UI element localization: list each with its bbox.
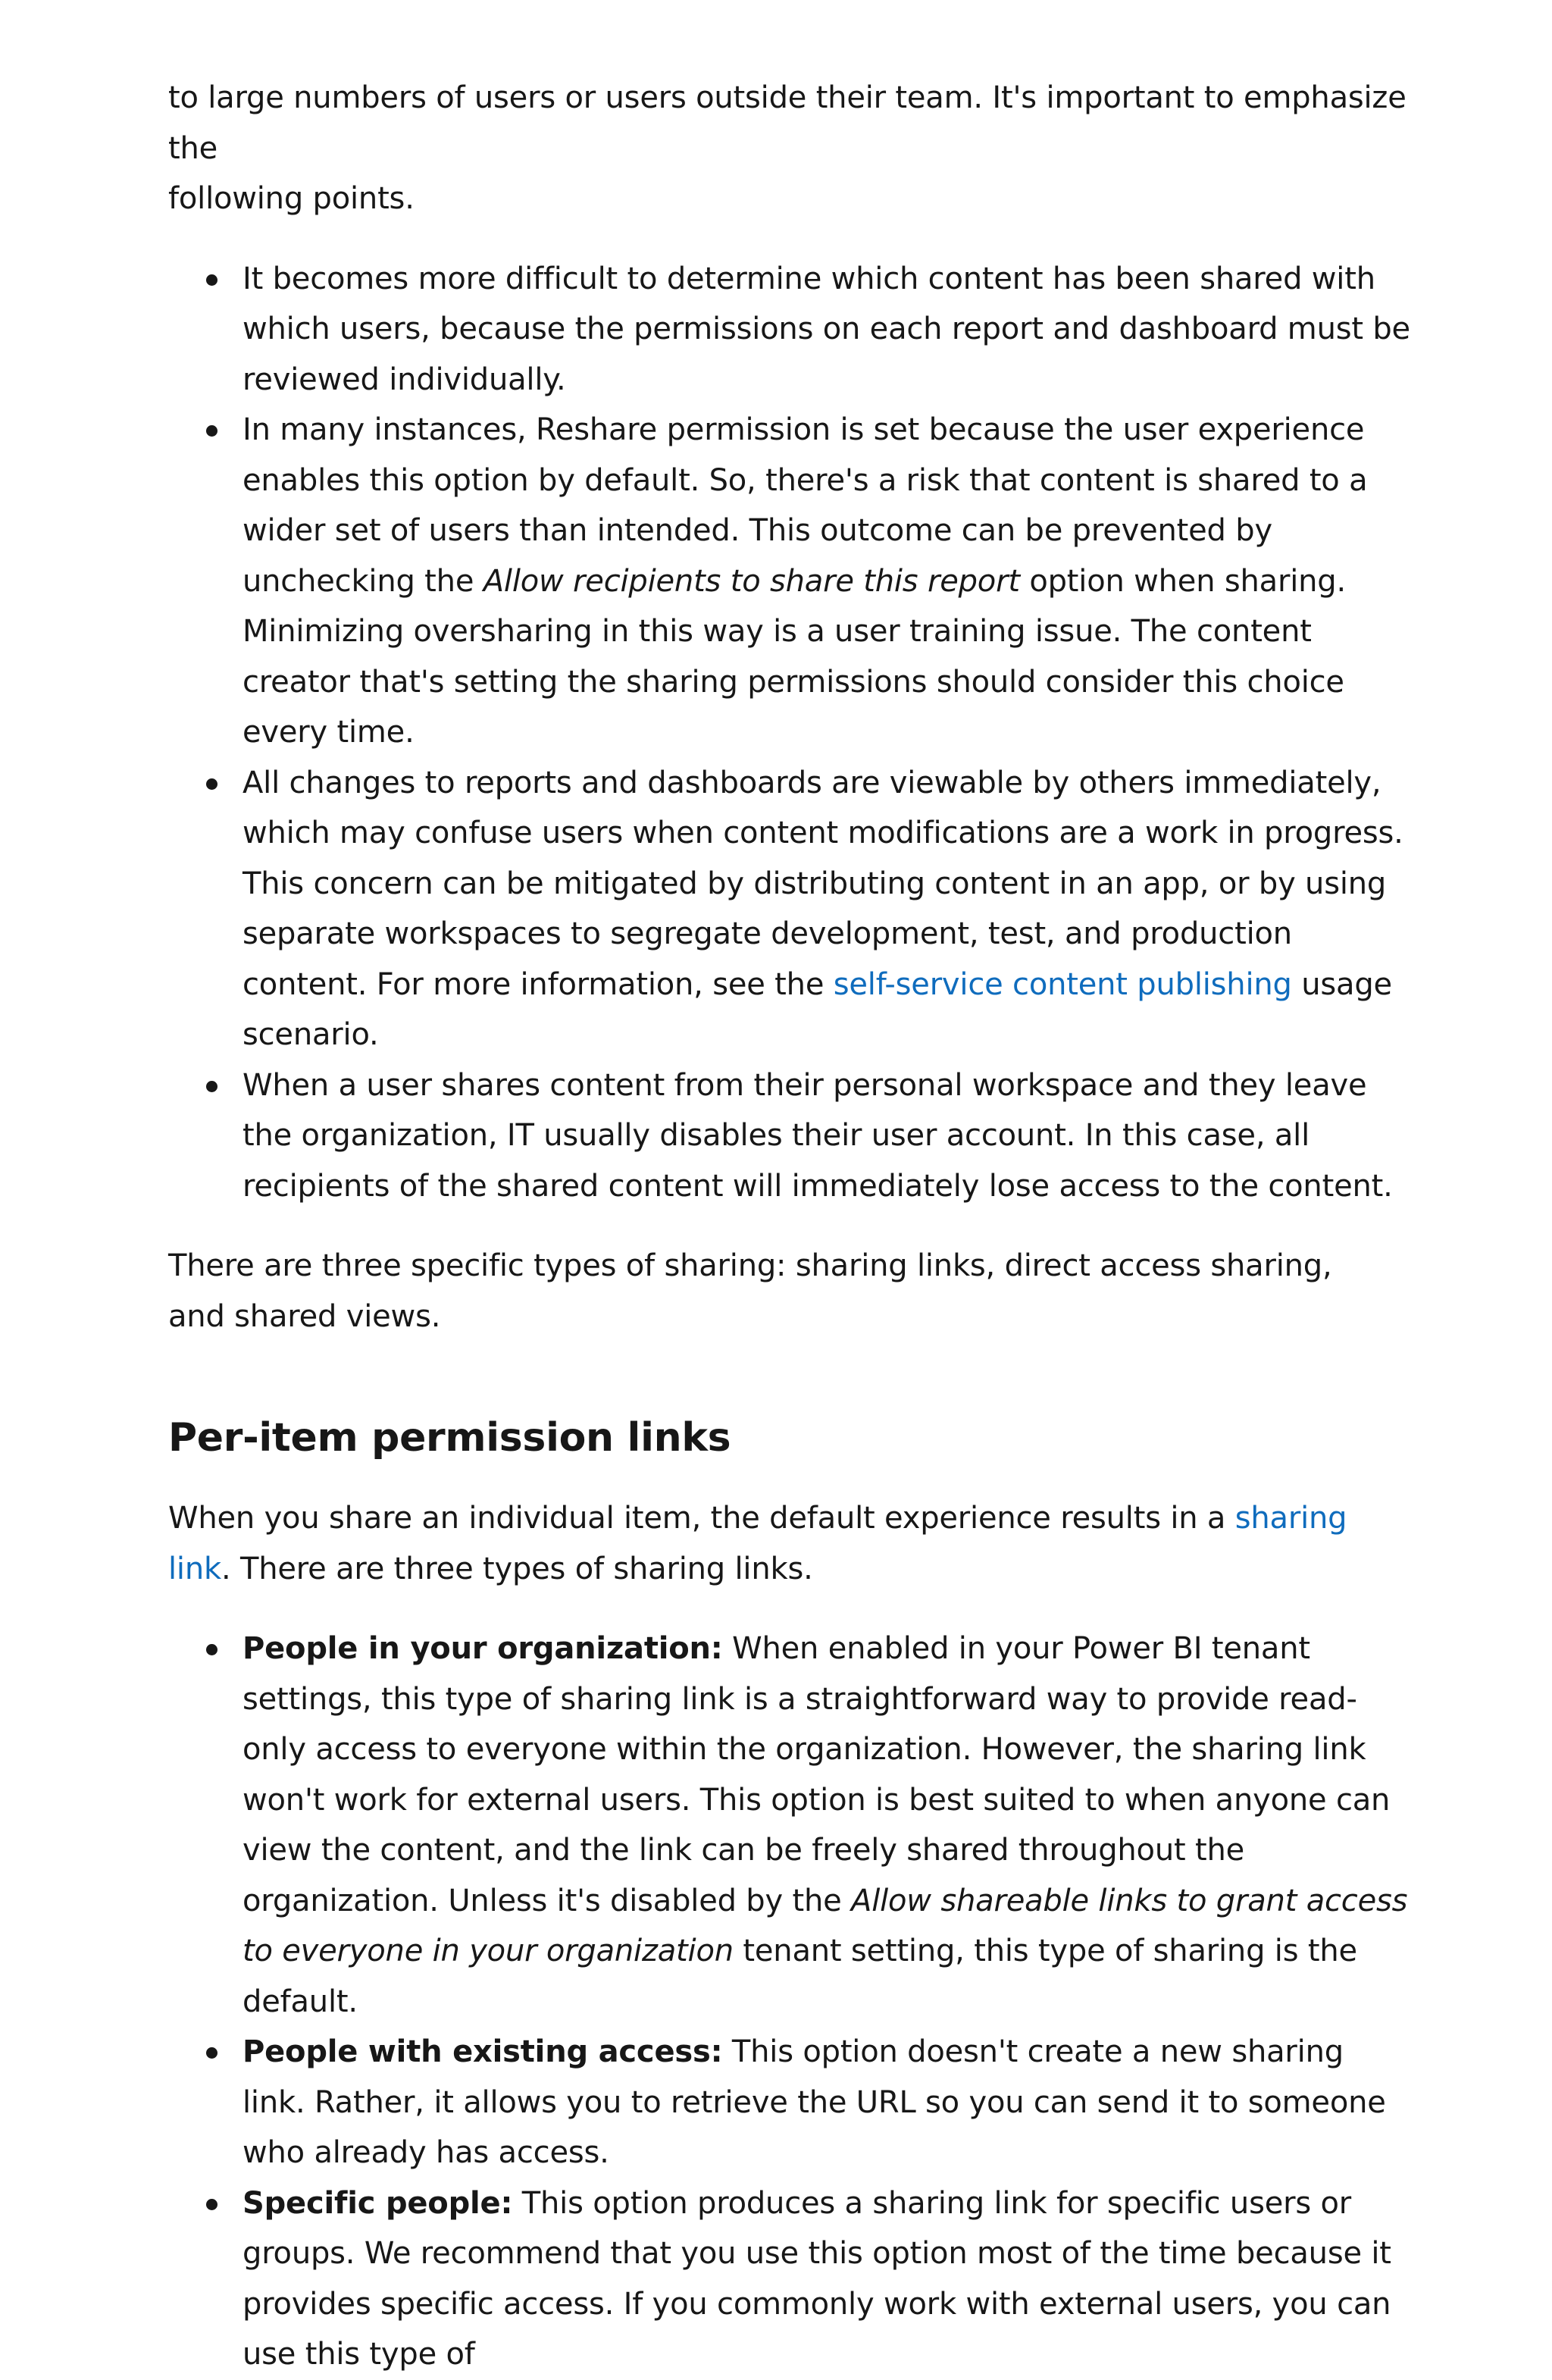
list-item-label: Specific people: [242, 2185, 513, 2221]
list-item [168, 2178, 1411, 2380]
list-item-text: tenant setting, this type of sharing is the default. [242, 1934, 1357, 2019]
bullet-icon [206, 425, 217, 437]
bullet-icon [206, 1081, 217, 1092]
list-item [168, 254, 1411, 406]
bullet-icon [206, 778, 217, 790]
sharing-link-types-list [168, 1624, 1411, 2380]
list-item-text: When enabled in your Power BI tenant settings, this type of sharing link is a straightforward way to provide read-only access to everyone within the organization. However, the sharing link won't work for external users. This option is best suited to when anyone can view the content, and the link can be freely shared throughout the organization. Unless it's disabled by the [242, 1631, 1391, 1918]
list-item-text: All changes to reports and dashboards are viewable by others immediately, which may confuse users when content modifications are a work in progress. This concern can be mitigated by distributing content in an app, or by using separate workspaces to segregate development, test, and production content. For more information, see the [242, 765, 1403, 1002]
list-item-text: It becomes more difficult to determine which content has been shared with which users, because the permissions on each report and dashboard must be reviewed individually. [242, 261, 1410, 397]
list-item [168, 1060, 1411, 1212]
list-item [168, 2027, 1411, 2178]
option-name-italic: Allow recipients to share this report [483, 563, 1020, 599]
list-item [168, 758, 1411, 1060]
bullet-icon [206, 274, 217, 286]
sharing-types-paragraph: There are three specific types of sharing: sharing links, direct access sharing, and shared views. [168, 1248, 1332, 1334]
list-item-text: This option doesn't create a new sharing link. Rather, it allows you to retrieve the URL so you can send it to someone who already has access. [242, 2034, 1386, 2170]
document-page [168, 73, 1411, 2380]
list-item-label: People with existing access: [242, 2034, 723, 2069]
list-item-text: When a user shares content from their personal workspace and they leave the organization, IT usually disables their user account. In this case, all recipients of the shared content will immediately lose access to the content. [242, 1067, 1393, 1204]
section-intro-paragraph [168, 1493, 1411, 1594]
list-item-text: usage scenario. [242, 966, 1392, 1052]
sharing-link-link[interactable]: sharing link [168, 1501, 1347, 1586]
intro-paragraph [168, 73, 1411, 224]
tenant-setting-italic: Allow shareable links to grant access to everyone in your organization [242, 1883, 1408, 1968]
self-service-publishing-link[interactable]: self-service content publishing [833, 966, 1292, 1002]
list-item-text: This option produces a sharing link for specific users or groups. We recommend that you use this option most of the time because it provides specific access. If you commonly work with external users, you can use this type of [242, 2185, 1391, 2372]
section-intro-text: When you share an individual item, the default experience results in a [168, 1501, 1235, 1536]
intro-line-2: following points. [168, 181, 415, 216]
section-intro-text: . There are three types of sharing links. [221, 1551, 813, 1586]
bullet-icon [206, 2199, 217, 2210]
list-item-text: In many instances, Reshare permission is set because the user experience enables this option by default. So, there's a risk that content is shared to a wider set of users than intended. This outcome can be prevented by unchecking the [242, 412, 1368, 599]
list-item [168, 1624, 1411, 2027]
list-item [168, 405, 1411, 758]
intro-line-1: to large numbers of users or users outside their team. It's important to emphasize the [168, 80, 1406, 166]
section-heading: Per-item permission links [168, 1415, 731, 1461]
list-item-text: option when sharing. Minimizing oversharing in this way is a user training issue. The content creator that's setting the sharing permissions should consider this choice every time. [242, 563, 1346, 750]
bullet-icon [206, 2047, 217, 2059]
bullet-icon [206, 1644, 217, 1655]
list-item-label: People in your organization: [242, 1631, 723, 1666]
considerations-list [168, 254, 1411, 1212]
